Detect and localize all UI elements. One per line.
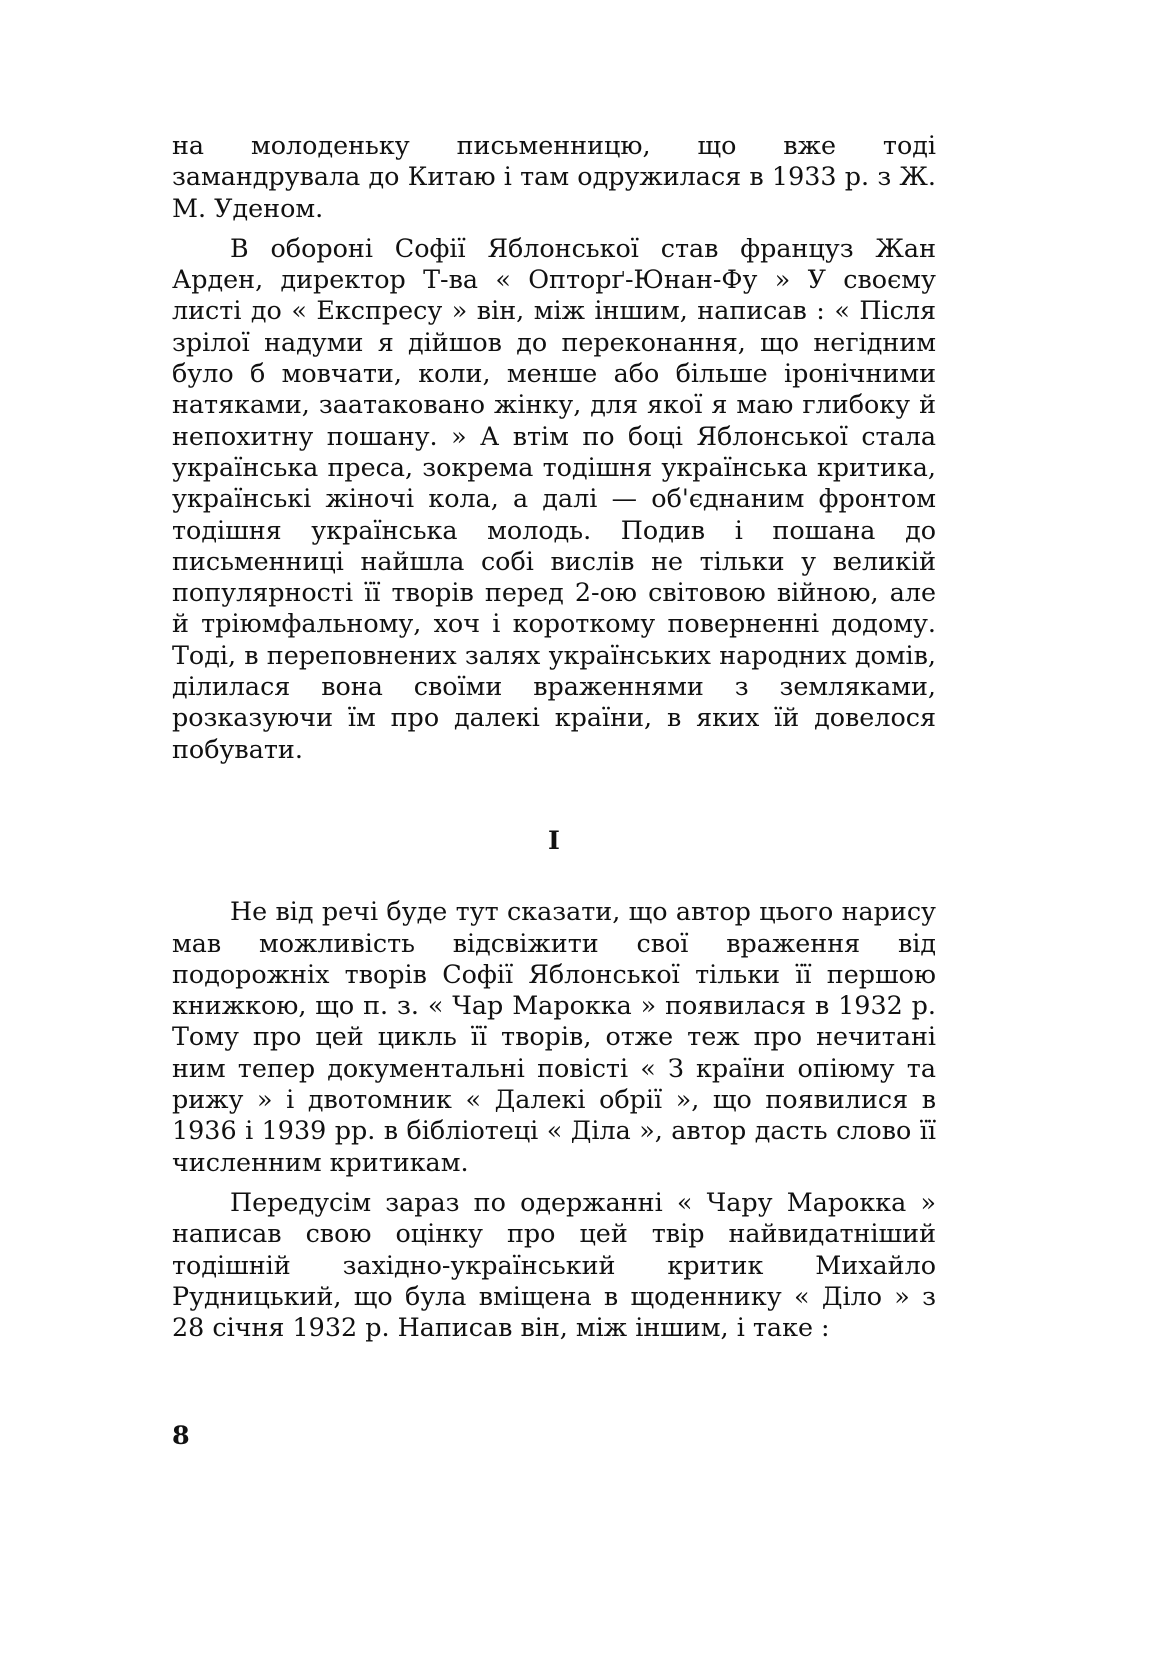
- paragraph-rudnytsky: Передусім зараз по одержанні « Чару Марокка » написав свою оцінку про цей твір найвидатніший тодішній західно-український критик Михайло Рудницький, що була вміщена в щоденнику « Діло » з 28 січня 1932 р. Написав він, між іншим, і таке :: [172, 1186, 936, 1343]
- paragraph-gap: [172, 1178, 936, 1187]
- page-body: [172, 130, 936, 1343]
- page-number: 8: [172, 1420, 190, 1450]
- paragraph-arden-defense: В обороні Софії Яблонської став француз Жан Арден, директор Т-ва « Опторґ-Юнан-Фу » У своєму листі до « Експресу » він, між іншим, написав : « Після зрілої надуми я дійшов до переконання, що негідним було б мовчати, коли, менше або більше іронічними натяками, заатаковано жінку, для якої я маю глибоку й непохитну пошану. » А втім по боці Яблонської стала українська преса, зокрема тодішня українська критика, українські жіночі кола, а далі — об'єднаним фронтом тодішня українська молодь. Подив і пошана до письменниці найшла собі вислів не тільки у великій популярності її творів перед 2-ою світовою війною, але й тріюмфальному, хоч і короткому поверненні додому. Тоді, в переповнених залях українських народних домів, ділилася вона своїми враженнями з земляками, розказуючи їм про далекі країни, в яких їй довелося побувати.: [172, 232, 936, 764]
- paragraph-author-note: Не від речі буде тут сказати, що автор цього нарису мав можливість відсвіжити свої враження від подорожніх творів Софії Яблонської тільки її першою книжкою, що п. з. « Чар Марокка » появилася в 1932 р. Тому про цей цикль її творів, отже теж про нечитані ним тепер документальні повісті « З країни опіюму та рижу » і двотомник « Далекі обрії », що появилися в 1936 і 1939 рр. в бібліотеці « Діла », автор дасть слово її численним критикам.: [172, 896, 936, 1177]
- paragraph-continuation: на молоденьку письменницю, що вже тоді замандрувала до Китаю і там одружилася в 1933 р. з Ж. М. Уденом.: [172, 130, 936, 223]
- section-heading: I: [548, 824, 560, 855]
- paragraph-gap: [172, 224, 936, 233]
